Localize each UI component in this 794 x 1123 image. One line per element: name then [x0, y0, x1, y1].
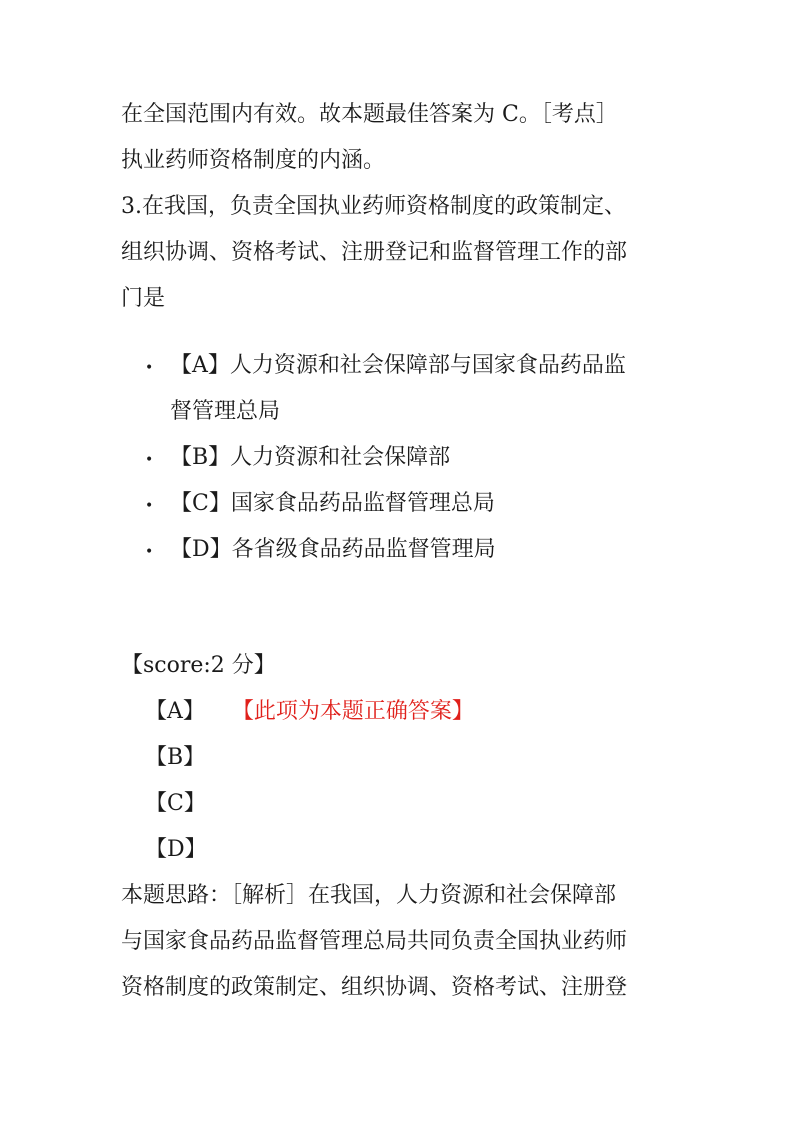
option-d-text: 【D】各省级食品药品监督管理局: [170, 537, 496, 562]
bullet-icon: •: [145, 360, 154, 376]
answer-a: [145, 689, 474, 735]
score-label: 【score:2 分】: [121, 653, 276, 678]
bullet-icon: •: [145, 544, 154, 560]
answer-b-label: 【B】: [145, 745, 206, 770]
analysis-paragraph: [121, 873, 681, 1011]
answer-d-label: 【D】: [145, 837, 207, 862]
question-line-2: 组织协调、资格考试、注册登记和监督管理工作的部: [121, 240, 628, 265]
answer-c-label: 【C】: [145, 791, 206, 816]
intro-line-2: 执业药师资格制度的内涵。: [121, 148, 386, 173]
option-a-line-2: 督管理总局: [170, 399, 281, 424]
answer-c: [145, 781, 474, 827]
answer-a-label: 【A】: [145, 699, 205, 724]
question-options: [145, 343, 685, 573]
option-b: [145, 435, 685, 481]
option-a-line-1: 【A】人力资源和社会保障部与国家食品药品监: [170, 353, 626, 378]
answer-d: [145, 827, 474, 873]
option-c: [145, 481, 685, 527]
answer-list: [145, 689, 474, 873]
analysis-line-1: 本题思路：［解析］在我国，人力资源和社会保障部: [121, 883, 617, 908]
correct-answer-note: 【此项为本题正确答案】: [242, 699, 474, 724]
intro-paragraph: [121, 92, 681, 184]
question-line-3: 门是: [121, 286, 166, 311]
option-b-text: 【B】人力资源和社会保障部: [170, 445, 451, 470]
analysis-line-3: 资格制度的政策制定、组织协调、资格考试、注册登: [121, 975, 628, 1000]
question-line-1: 3.在我国，负责全国执业药师资格制度的政策制定、: [121, 194, 626, 219]
bullet-icon: •: [145, 452, 154, 468]
analysis-line-2: 与国家食品药品监督管理总局共同负责全国执业药师: [121, 929, 628, 954]
answer-b: [145, 735, 474, 781]
question-stem: [121, 184, 681, 322]
option-d: [145, 527, 685, 573]
intro-line-1: 在全国范围内有效。故本题最佳答案为 C。［考点］: [121, 102, 618, 127]
option-a: [145, 343, 685, 435]
bullet-icon: •: [145, 498, 154, 514]
option-c-text: 【C】国家食品药品监督管理总局: [170, 491, 495, 516]
